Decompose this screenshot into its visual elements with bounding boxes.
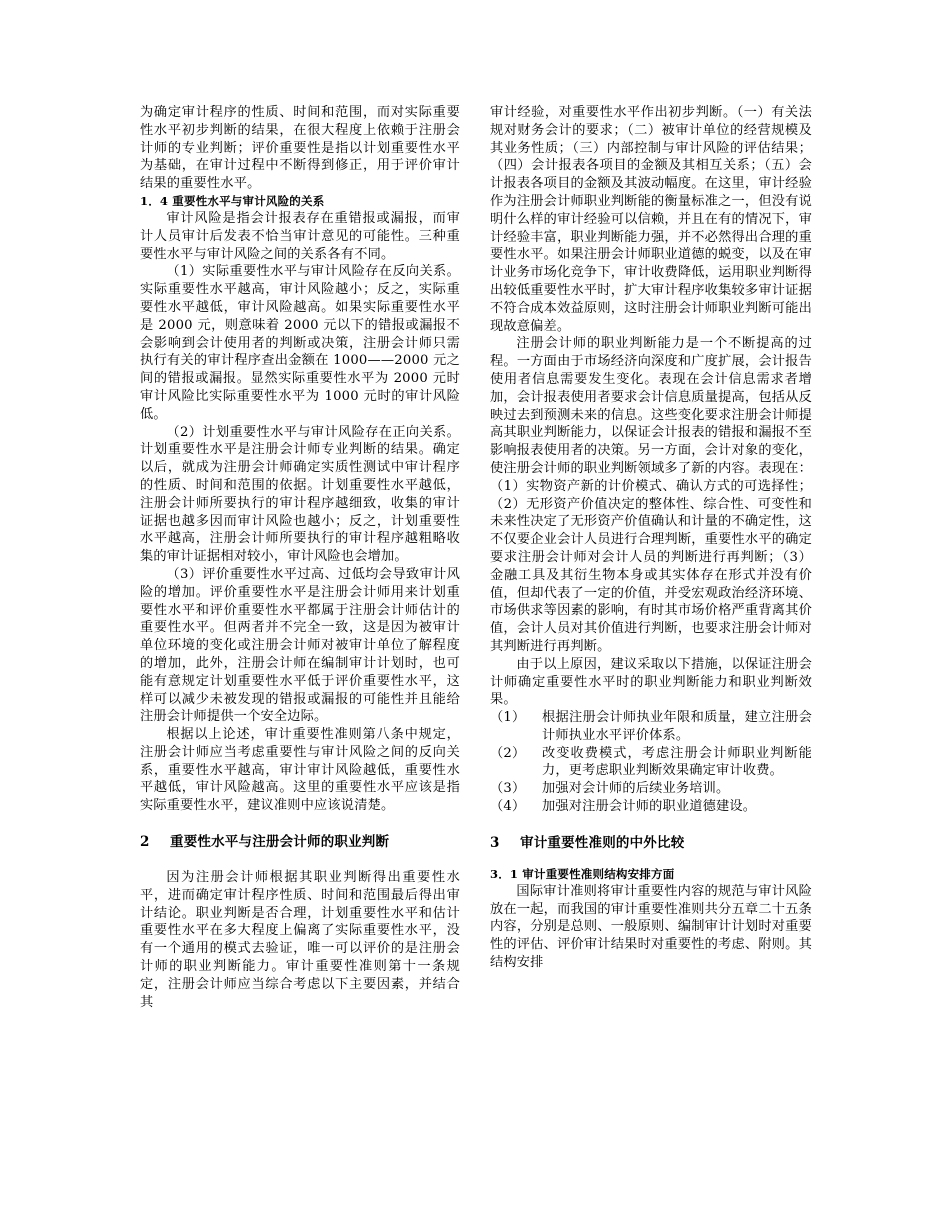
list-text: 改变收费模式，考虑注册会计师职业判断能力，更考虑职业判断效果确定审计收费。: [542, 745, 812, 779]
paragraph: （1）实际重要性水平与审计风险存在反向关系。实际重要性水平越高，审计风险越小；反之，实际重要性水平越低，审计风险越高。如果实际重要性水平是 2000 元，则意味着 2000 元以下的错报或漏报不会影响到会计使用者的判断或决策，注册会计师只需执行有关的审计程序查出金额在 1000——2000 元之间的错报或漏报。显然实际重要性水平为 2000 元时审计风险比实际重要性水平为 1000 元时的审计风险低。: [140, 264, 460, 422]
list-item: [490, 780, 812, 798]
subsection-heading: 3．1 审计重要性准则结构安排方面: [490, 866, 675, 881]
list-number: （3）: [490, 781, 526, 797]
right-column: [490, 104, 812, 972]
list-item: [490, 798, 812, 816]
list-number: （4）: [490, 799, 526, 815]
list-text: 根据注册会计师执业年限和质量，建立注册会计师执业水平评价体系。: [542, 710, 812, 743]
paragraph: 由于以上原因，建议采取以下措施，以保证注册会计师确定重要性水平时的职业判断能力和职业判断效果。: [490, 656, 812, 708]
list-text: 加强对会计师的后续业务培训。: [542, 781, 730, 797]
paragraph: 国际审计准则将审计重要性内容的规范与审计风险放在一起，而我国的审计重要性准则共分五章二十五条内容，分别是总则、一般原则、编制审计计划时对重要性的评估、评价审计结果时对重要性的考虑、附则。其结构安排: [490, 883, 812, 971]
paragraph: 注册会计师的职业判断能力是一个不断提高的过程。一方面由于市场经济向深度和广度扩展，会计报告使用者信息需要发生变化。表现在会计信息需求者增加，会计报表使用者要求会计信息质量提高，包括从反映过去到预测未来的信息。这些变化要求注册会计师提高其职业判断能力，以保证会计报表的错报和漏报不至影响报表使用者的决策。另一方面，会计对象的变化，使注册会计师的职业判断领域多了新的内容。表现在：（1）实物资产新的计价模式、确认方式的可选择性；（2）无形资产价值决定的整体性、综合性、可变性和未来性决定了无形资产价值确认和计量的不确定性，这不仅要企业会计人员进行合理判断，重要性水平的确定要求注册会计师对会计人员的判断进行再判断；（3）金融工具及其衍生物本身或其实体存在形式并没有价值，但却代表了一定的价值，并受宏观政治经济环境、市场供求等因素的影响，有时其市场价格严重背离其价值，会计人员对其价值进行判断，也要求注册会计师对其判断进行再判断。: [490, 336, 812, 654]
section-heading: [140, 833, 460, 851]
paragraph: 因为注册会计师根据其职业判断得出重要性水平，进而确定审计程序性质、时间和范围最后得出审计结论。职业判断是否合理，计划重要性水平和估计重要性水平在多大程度上偏离了实际重要性水平，没有一个通用的模式去验证，唯一可以评价的是注册会计师的职业判断能力。审计重要性准则第十一条规定，注册会计师应当综合考虑以下主要因素，并结合其: [140, 870, 460, 1010]
paragraph: （3）评价重要性水平过高、过低均会导致审计风险的增加。评价重要性水平是注册会计师用来计划重要性水平和评价重要性水平都属于注册会计师估计的重要性水平。但两者并不完全一致，这是因为被审计单位环境的变化或注册会计师对被审计单位了解程度的增加，此外，注册会计师在编制审计计划时，也可能有意规定计划重要性水平低于评价重要性水平，这样可以减少未被发现的错报或漏报的可能性并且能给注册会计师提供一个安全边际。: [140, 566, 460, 725]
left-column: [140, 104, 460, 1011]
section-title: 重要性水平与注册会计师的职业判断: [170, 834, 390, 851]
section-heading: [490, 834, 812, 852]
list-item: [490, 745, 812, 781]
paragraph: 根据以上论述，审计重要性准则第八条中规定，注册会计师应当考虑重要性与审计风险之间的反向关系，重要性水平越高，审计审计风险越低，重要性水平越低，审计风险越高。这里的重要性水平应该是指实际重要性水平，建议准则中应该说清楚。: [140, 727, 460, 814]
paragraph: 为确定审计程序的性质、时间和范围，而对实际重要性水平初步判断的结果，在很大程度上依赖于注册会计师的专业判断；评价重要性是指以计划重要性水平为基础，在审计过程中不断得到修正，用于评价审计结果的重要性水平。: [140, 105, 460, 192]
list-text: 加强对注册会计师的职业道德建设。: [542, 799, 757, 815]
paragraph: 审计风险是指会计报表存在重错报或漏报，而审计人员审计后发表不恰当审计意见的可能性。三种重要性水平与审计风险之间的关系各有不同。: [140, 210, 460, 262]
section-number: 3: [490, 834, 500, 851]
list-number: （2）: [490, 745, 526, 761]
section-number: 2: [140, 834, 150, 851]
list-item: [490, 709, 812, 745]
section-title: 审计重要性准则的中外比较: [520, 834, 685, 851]
paragraph: 审计经验，对重要性水平作出初步判断。（一）有关法规对财务会计的要求；（二）被审计单位的经营规模及其业务性质；（三）内部控制与审计风险的评估结果；（四）会计报表各项目的金额及其相互关系；（五）会计报表各项目的金额及其波动幅度。在这里，审计经验作为注册会计师职业判断能的衡量标准之一，但没有说明什么样的审计经验可以信赖，并且在有的情况下，审计经验丰富，职业判断能力强，并不必然得出合理的重要性水平。如果注册会计师职业道德的蜕变，以及在审计业务市场化竞争下，审计收费降低，运用职业判断得出较低重要性水平时，扩大审计程序收集较多审计证据不符合成本效益原则，这时注册会计师职业判断可能出现故意偏差。: [490, 105, 812, 334]
paragraph: （2）计划重要性水平与审计风险存在正向关系。计划重要性水平是注册会计师专业判断的结果。确定以后，就成为注册会计师确定实质性测试中审计程序的性质、时间和范围的依据。计划重要性水平越低，注册会计师所要执行的审计程序越细致，收集的审计证据也越多因而审计风险也越小；反之，计划重要性水平越高，注册会计师所要执行的审计程序越粗略收集的审计证据相对较小，审计风险也会增加。: [140, 424, 460, 565]
list-number: （1）: [490, 710, 526, 726]
subsection-heading: 1．4 重要性水平与审计风险的关系: [140, 193, 325, 208]
